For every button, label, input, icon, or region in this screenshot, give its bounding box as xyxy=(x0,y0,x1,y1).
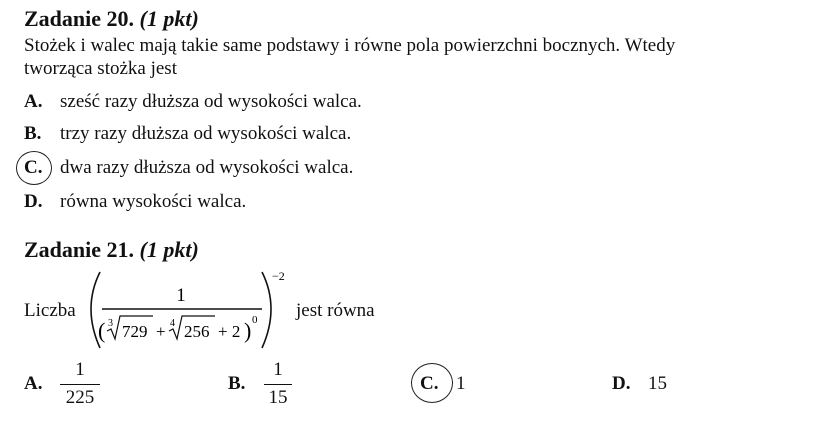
fraction-bar xyxy=(60,384,100,385)
task-21-title-text: Zadanie 21. xyxy=(24,237,135,262)
answer-value: 1 xyxy=(456,373,466,394)
inner-right-paren-icon: ) xyxy=(244,318,252,343)
plus-two: + 2 xyxy=(218,322,241,341)
answer-value: 15 xyxy=(648,373,667,394)
root-2-radicand: 256 xyxy=(184,322,210,341)
task-21-suffix: jest równa xyxy=(296,300,375,321)
right-paren-icon xyxy=(262,272,271,348)
fraction-denominator: 225 xyxy=(65,387,95,408)
answer-text: równa wysokości walca. xyxy=(60,191,247,212)
task-21-answer-a-fraction xyxy=(60,359,100,409)
answer-letter: A. xyxy=(24,91,43,112)
task-21-prefix: Liczba xyxy=(24,300,76,321)
task-20-answer-c[interactable] xyxy=(24,157,353,179)
answer-letter: C. xyxy=(420,373,439,394)
task-20-answer-d[interactable] xyxy=(24,191,246,213)
answer-letter: B. xyxy=(24,123,42,144)
fraction-numerator: 1 xyxy=(75,359,85,380)
answer-letter: D. xyxy=(612,373,631,394)
task-21-answer-a-letter[interactable] xyxy=(24,373,60,395)
answer-text: sześć razy dłuższa od wysokości walca. xyxy=(60,91,362,112)
fraction-denominator: 15 xyxy=(268,387,288,408)
fraction-numerator: 1 xyxy=(273,359,283,380)
task-20-answer-a[interactable] xyxy=(24,91,362,113)
outer-exponent: −2 xyxy=(272,269,285,283)
task-20-question-line-2: tworząca stożka jest xyxy=(24,58,177,79)
answer-circle-mark xyxy=(16,151,52,185)
answer-letter: C. xyxy=(24,157,43,178)
answer-text: dwa razy dłuższa od wysokości walca. xyxy=(60,157,354,178)
answer-circle-mark xyxy=(411,363,453,403)
root-1-radicand: 729 xyxy=(122,322,148,341)
task-21-answer-b-letter[interactable] xyxy=(228,373,264,395)
task-20-title xyxy=(24,6,199,32)
task-21-answer-d[interactable] xyxy=(612,373,667,395)
root-1-index: 3 xyxy=(108,318,113,329)
task-21-points: (1 pkt) xyxy=(139,237,199,262)
expression-numerator: 1 xyxy=(176,285,186,306)
answer-letter: D. xyxy=(24,191,43,212)
task-20-answer-b[interactable] xyxy=(24,123,351,145)
plus-sign: + xyxy=(156,322,166,341)
root-2-index: 4 xyxy=(170,318,175,329)
fraction-bar xyxy=(264,384,292,385)
answer-text: trzy razy dłuższa od wysokości walca. xyxy=(60,123,352,144)
task-21-expression xyxy=(84,264,294,360)
inner-exponent: 0 xyxy=(252,314,258,326)
task-21-title xyxy=(24,237,199,263)
inner-left-paren-icon: ( xyxy=(98,318,106,343)
task-21-answer-b-fraction xyxy=(264,359,292,409)
task-20-points: (1 pkt) xyxy=(139,6,199,31)
task-20-question-line-1: Stożek i walec mają takie same podstawy i równe pola powierzchni bocznych. Wtedy xyxy=(24,35,676,56)
task-20-title-text: Zadanie 20. xyxy=(24,6,135,31)
answer-letter: B. xyxy=(228,373,246,394)
answer-letter: A. xyxy=(24,373,43,394)
